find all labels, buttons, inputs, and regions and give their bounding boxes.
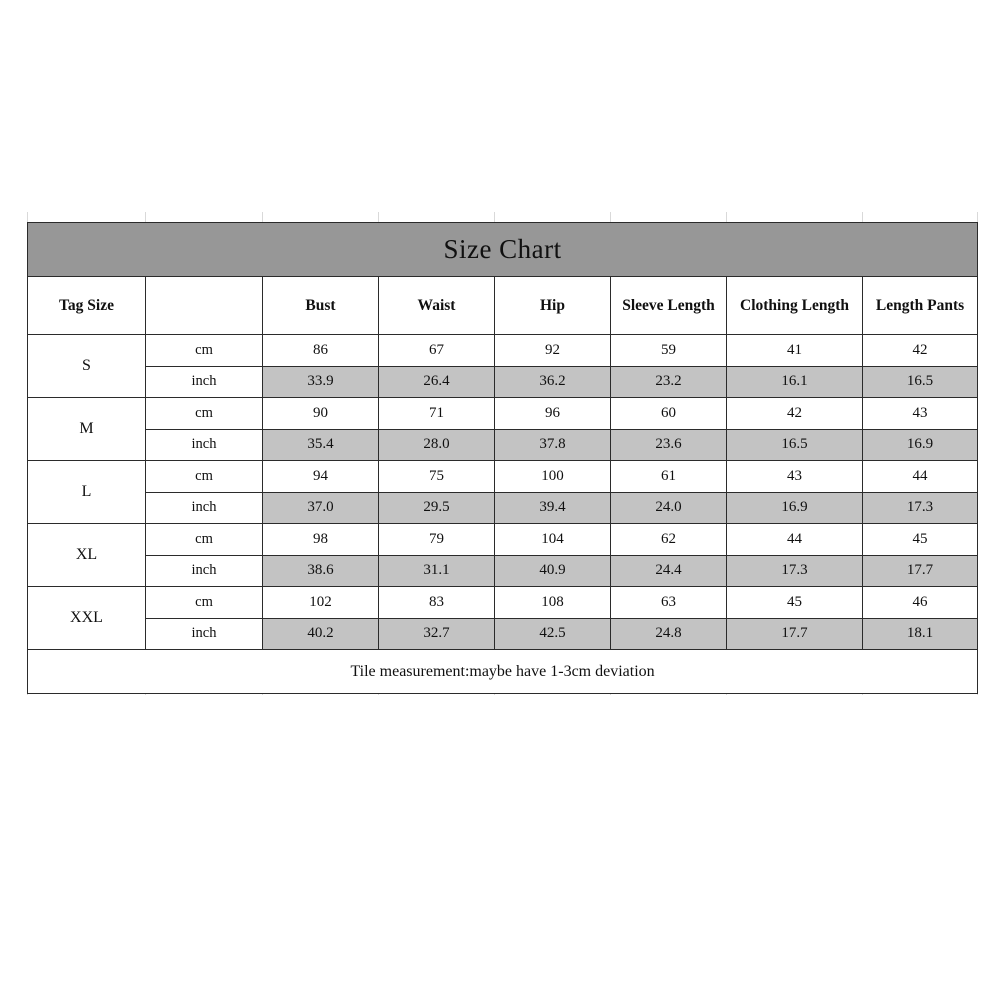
cell-sleeve-length: 24.0 <box>611 492 727 524</box>
cell-bust: 40.2 <box>263 618 379 650</box>
cell-waist: 79 <box>379 524 495 556</box>
cell-bust: 37.0 <box>263 492 379 524</box>
grid-tick <box>977 212 978 222</box>
cell-hip: 92 <box>495 335 611 367</box>
grid-tick <box>726 212 727 222</box>
cell-length-pants: 44 <box>863 461 978 493</box>
cell-hip: 36.2 <box>495 366 611 398</box>
cell-clothing-length: 16.1 <box>727 366 863 398</box>
chart-title: Size Chart <box>28 223 978 277</box>
cell-clothing-length: 17.7 <box>727 618 863 650</box>
grid-tick <box>494 212 495 222</box>
cell-bust: 38.6 <box>263 555 379 587</box>
cell-bust: 33.9 <box>263 366 379 398</box>
table-row <box>28 587 978 619</box>
cell-hip: 37.8 <box>495 429 611 461</box>
cell-bust: 94 <box>263 461 379 493</box>
column-header-hip: Hip <box>495 277 611 335</box>
column-header-clothing-length: Clothing Length <box>727 277 863 335</box>
unit-label: cm <box>146 524 263 556</box>
cell-hip: 108 <box>495 587 611 619</box>
cell-hip: 96 <box>495 398 611 430</box>
cell-sleeve-length: 61 <box>611 461 727 493</box>
cell-length-pants: 17.7 <box>863 555 978 587</box>
cell-hip: 42.5 <box>495 618 611 650</box>
unit-label: cm <box>146 335 263 367</box>
column-header-waist: Waist <box>379 277 495 335</box>
cell-sleeve-length: 59 <box>611 335 727 367</box>
unit-label: inch <box>146 618 263 650</box>
table-row <box>28 524 978 556</box>
table-row <box>28 366 978 398</box>
cell-length-pants: 16.5 <box>863 366 978 398</box>
cell-waist: 29.5 <box>379 492 495 524</box>
cell-waist: 67 <box>379 335 495 367</box>
cell-clothing-length: 42 <box>727 398 863 430</box>
cell-clothing-length: 44 <box>727 524 863 556</box>
cell-clothing-length: 17.3 <box>727 555 863 587</box>
column-header-sleeve-length: Sleeve Length <box>611 277 727 335</box>
size-label: M <box>28 398 146 461</box>
cell-length-pants: 18.1 <box>863 618 978 650</box>
measurement-note: Tile measurement:maybe have 1-3cm deviation <box>28 650 978 694</box>
cell-hip: 40.9 <box>495 555 611 587</box>
unit-label: inch <box>146 366 263 398</box>
cell-waist: 75 <box>379 461 495 493</box>
cell-bust: 98 <box>263 524 379 556</box>
grid-tick <box>378 212 379 222</box>
column-header-row <box>28 277 978 335</box>
cell-waist: 28.0 <box>379 429 495 461</box>
cell-bust: 102 <box>263 587 379 619</box>
column-header-unit <box>146 277 263 335</box>
cell-clothing-length: 41 <box>727 335 863 367</box>
footnote-row <box>28 650 978 694</box>
grid-tick <box>610 212 611 222</box>
cell-hip: 100 <box>495 461 611 493</box>
size-chart-table <box>27 222 978 694</box>
table-row <box>28 492 978 524</box>
cell-waist: 32.7 <box>379 618 495 650</box>
size-label: S <box>28 335 146 398</box>
cell-clothing-length: 45 <box>727 587 863 619</box>
column-header-bust: Bust <box>263 277 379 335</box>
unit-label: cm <box>146 587 263 619</box>
cell-sleeve-length: 62 <box>611 524 727 556</box>
cell-sleeve-length: 24.4 <box>611 555 727 587</box>
size-label: L <box>28 461 146 524</box>
grid-tick <box>862 212 863 222</box>
cell-bust: 90 <box>263 398 379 430</box>
cell-sleeve-length: 63 <box>611 587 727 619</box>
cell-length-pants: 17.3 <box>863 492 978 524</box>
grid-tick <box>27 212 28 222</box>
unit-label: inch <box>146 492 263 524</box>
cell-sleeve-length: 24.8 <box>611 618 727 650</box>
table-row <box>28 461 978 493</box>
title-row <box>28 223 978 277</box>
cell-waist: 31.1 <box>379 555 495 587</box>
unit-label: inch <box>146 429 263 461</box>
cell-clothing-length: 43 <box>727 461 863 493</box>
cell-clothing-length: 16.9 <box>727 492 863 524</box>
cell-waist: 26.4 <box>379 366 495 398</box>
cell-length-pants: 16.9 <box>863 429 978 461</box>
size-chart-container <box>27 222 977 682</box>
column-header-length-pants: Length Pants <box>863 277 978 335</box>
cell-length-pants: 46 <box>863 587 978 619</box>
column-header-tag-size: Tag Size <box>28 277 146 335</box>
size-label: XL <box>28 524 146 587</box>
table-row <box>28 398 978 430</box>
unit-label: inch <box>146 555 263 587</box>
grid-tick <box>145 212 146 222</box>
cell-length-pants: 43 <box>863 398 978 430</box>
unit-label: cm <box>146 398 263 430</box>
table-row <box>28 429 978 461</box>
cell-waist: 71 <box>379 398 495 430</box>
cell-sleeve-length: 23.2 <box>611 366 727 398</box>
table-row <box>28 335 978 367</box>
unit-label: cm <box>146 461 263 493</box>
cell-sleeve-length: 60 <box>611 398 727 430</box>
table-row <box>28 555 978 587</box>
table-row <box>28 618 978 650</box>
cell-clothing-length: 16.5 <box>727 429 863 461</box>
cell-bust: 35.4 <box>263 429 379 461</box>
cell-hip: 104 <box>495 524 611 556</box>
cell-bust: 86 <box>263 335 379 367</box>
grid-tick <box>262 212 263 222</box>
size-label: XXL <box>28 587 146 650</box>
cell-length-pants: 45 <box>863 524 978 556</box>
cell-length-pants: 42 <box>863 335 978 367</box>
cell-hip: 39.4 <box>495 492 611 524</box>
cell-sleeve-length: 23.6 <box>611 429 727 461</box>
cell-waist: 83 <box>379 587 495 619</box>
